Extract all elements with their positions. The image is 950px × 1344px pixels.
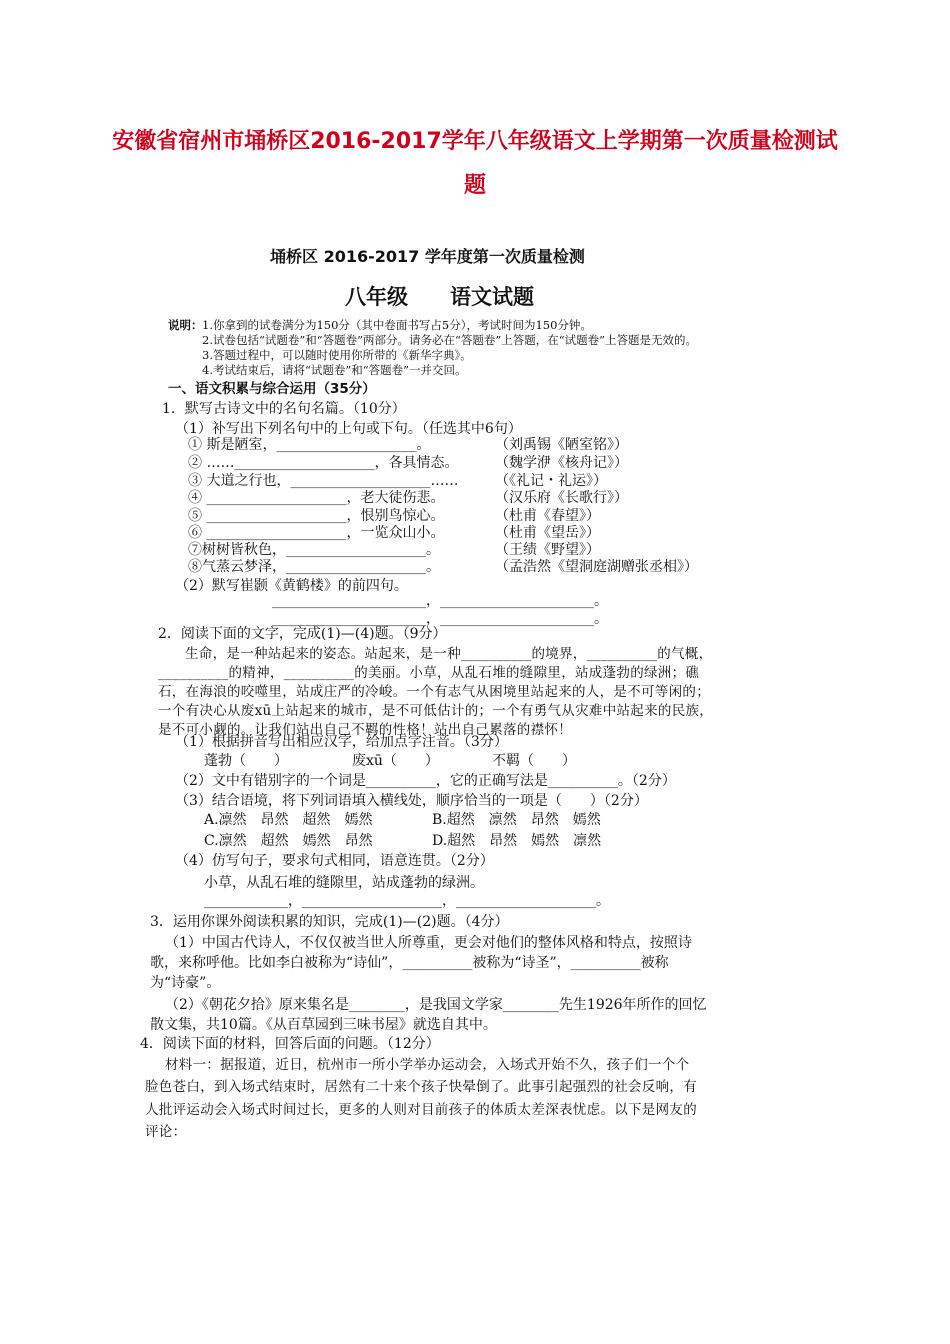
note-4: 4.考试结束后，请将“试题卷”和“答题卷”一并交回。 [202, 363, 467, 377]
poem-line-8: ⑧气蒸云梦泽，____________________。 [188, 559, 440, 575]
question-2-2: （2）文中有错别字的一个词是__________，它的正确写法是__________。（2分） [175, 773, 676, 789]
document-title [95, 120, 855, 208]
material-line-4: 评论： [145, 1124, 187, 1140]
question-2-3: （3）结合语境，将下列词语填入横线处，顺序恰当的一项是（ ）（2分） [175, 793, 648, 809]
note-2: 2.试卷包括“试题卷”和“答题卷”两部分。请务必在“答题卷”上答题，在“试题卷”上答题是无效的。 [202, 333, 698, 347]
question-3-2-line-2: 散文集，共10篇。《从百草园到三味书屋》就选自其中。 [150, 1017, 497, 1033]
question-3-1-line-2: 歌，来称呼他。比如李白被称为“诗仙”，__________被称为“诗圣”，__________被称 [150, 955, 669, 971]
poem-source-7: （王绩《野望》） [495, 542, 600, 558]
pinyin-item-3: 不羁（ ） [492, 753, 576, 769]
title-line-2: 题 [463, 173, 486, 198]
passage-line-3: 石，在海浪的咬噬里，站成庄严的冷峻。一个有志气从困境里站起来的人，是不可等闲的； [158, 684, 710, 700]
material-line-3: 人批评运动会入场式时间过长，更多的人则对目前孩子的体质太差深表忧虑。以下是网友的 [145, 1102, 697, 1118]
poem-source-6: （杜甫《望岳》） [495, 525, 600, 541]
question-3: 3．运用你课外阅读积累的知识，完成(1)—(2)题。（4分） [150, 914, 509, 930]
answer-blank-row-2: ______________________，______________________。 [272, 611, 608, 627]
poem-source-1: （刘禹锡《陋室铭》） [495, 437, 628, 453]
exam-scan [140, 240, 830, 1160]
question-4: 4．阅读下面的材料，回答后面的问题。（12分） [140, 1036, 440, 1052]
exam-subheading: 八年级 语文试题 [345, 285, 534, 309]
question-1-2: （2）默写崔颢《黄鹤楼》的前四句。 [175, 578, 408, 594]
question-1: 1．默写古诗文中的名句名篇。（10分） [162, 401, 406, 417]
poem-line-7: ⑦树树皆秋色，____________________。 [188, 542, 440, 558]
exam-heading: 埇桥区 2016-2017 学年度第一次质量检测 [270, 247, 585, 266]
question-3-1-line-1: （1）中国古代诗人，不仅仅被当世人所尊重，更会对他们的整体风格和特点，按照诗 [165, 935, 692, 951]
passage-line-1: 生命，是一种站起来的姿态。站起来，是一种__________的境界，__________的气概， [185, 646, 713, 662]
option-d: D.超然 昂然 嫣然 凛然 [432, 833, 602, 849]
question-2: 2．阅读下面的文字，完成(1)—(4)题。（9分） [158, 626, 447, 642]
poem-line-2: ② ……____________________，各具情态。 [188, 455, 459, 471]
question-3-2-line-1: （2）《朝花夕拾》原来集名是________，是我国文学家________先生1926年所作的回忆 [165, 997, 707, 1013]
option-b: B.超然 凛然 昂然 嫣然 [432, 812, 601, 828]
passage-line-4: 一个有决心从废xū上站起来的城市，是不可低估计的；一个有勇气从灾难中站起来的民族， [158, 703, 714, 719]
note-3: 3.答题过程中，可以随时使用你所带的《新华字典》。 [202, 348, 472, 362]
option-a: A.凛然 昂然 超然 嫣然 [204, 812, 373, 828]
material-line-1: 材料一：据报道，近日，杭州市一所小学举办运动会，入场式开始不久，孩子们一个个 [165, 1057, 690, 1073]
question-2-4: （4）仿写句子，要求句式相同，语意连贯。（2分） [175, 853, 494, 869]
pinyin-item-2: 废xū（ ） [352, 753, 439, 769]
question-2-1: （1）根据拼音写出相应汉字，给加点字注音。（3分） [175, 734, 508, 750]
imitation-answer-blank: ____________，____________________，____________________。 [204, 893, 610, 909]
note-1: 1.你拿到的试卷满分为150分（其中卷面书写占5分），考试时间为150分钟。 [202, 318, 592, 332]
title-line-1: 安徽省宿州市埇桥区2016-2017学年八年级语文上学期第一次质量检测试 [112, 129, 838, 154]
poem-line-3: ③ 大道之行也，____________________…… [188, 473, 459, 489]
question-1-1: （1）补写出下列名句中的上句或下句。（任选其中6句） [175, 421, 522, 437]
poem-source-3: （《礼记・礼运》） [495, 473, 607, 489]
answer-blank-row-1: ______________________，______________________。 [272, 593, 608, 609]
poem-source-5: （杜甫《春望》） [495, 508, 600, 524]
passage-line-5: 是不可小觑的。让我们站出自己不羁的性格！站出自己累落的襟怀！ [158, 722, 572, 738]
imitation-example: 小草，从乱石堆的缝隙里，站成蓬勃的绿洲。 [204, 875, 484, 891]
passage-line-2: __________的精神，__________的美丽。小草，从乱石堆的缝隙里，站成蓬勃的绿洲；礁 [158, 665, 700, 681]
poem-line-4: ④ ____________________，老大徒伤悲。 [188, 490, 445, 506]
poem-source-4: （汉乐府《长歌行》） [495, 490, 628, 506]
question-3-1-line-3: 为“诗豪”。 [150, 975, 221, 991]
material-line-2: 脸色苍白，到入场式结束时，居然有二十来个孩子快晕倒了。此事引起强烈的社会反响，有 [145, 1079, 697, 1095]
notes-label: 说明： [168, 318, 203, 332]
poem-source-8: （孟浩然《望洞庭湖赠张丞相》） [495, 559, 698, 575]
pinyin-item-1: 蓬勃（ ） [204, 753, 288, 769]
option-c: C.凛然 超然 嫣然 昂然 [204, 833, 373, 849]
poem-line-6: ⑥ ____________________，一览众山小。 [188, 525, 445, 541]
section-1-heading: 一、语文积累与综合运用（35分） [168, 381, 376, 397]
poem-line-1: ① 斯是陋室，____________________。 [188, 437, 431, 453]
poem-line-5: ⑤ ____________________，恨别鸟惊心。 [188, 508, 445, 524]
poem-source-2: （魏学洢《核舟记》） [495, 455, 628, 471]
